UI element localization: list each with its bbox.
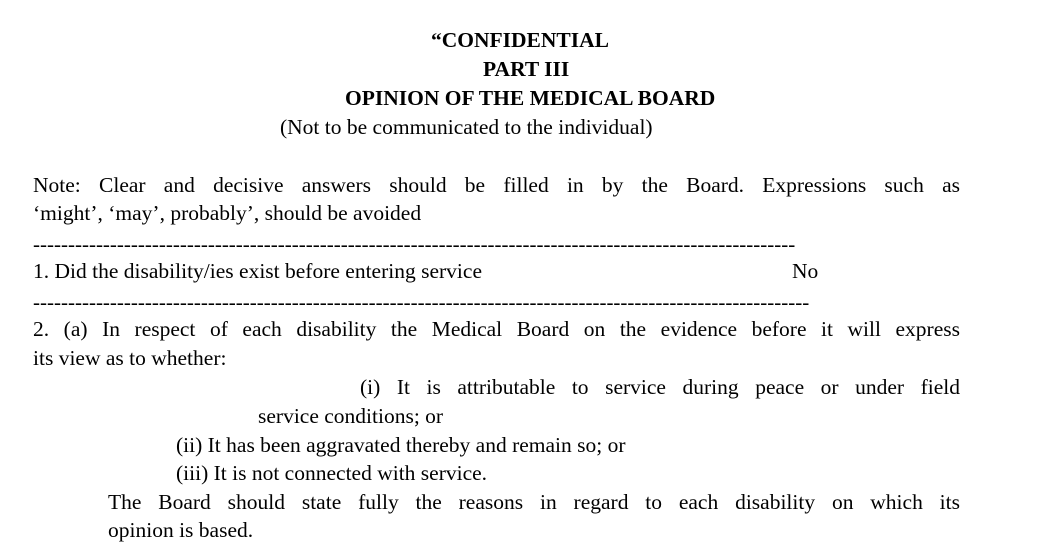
option-iii: (iii) It is not connected with service. [176, 461, 488, 485]
part-label: PART III [483, 57, 570, 81]
reasons-line-1: The Board should state fully the reasons in regard to each disability on which its [108, 490, 960, 514]
question-2-line-1: 2. (a) In respect of each disability the Medical Board on the evidence before it will express [33, 317, 960, 341]
reasons-line-2: opinion is based. [108, 518, 254, 542]
separator-line-2: --------------------------------------------------------------------------------------------------------------- [33, 292, 810, 310]
page-title: OPINION OF THE MEDICAL BOARD [345, 86, 716, 110]
page-subtitle: (Not to be communicated to the individual) [280, 115, 653, 139]
note-line-2: ‘might’, ‘may’, probably’, should be avoided [33, 201, 422, 225]
question-1-text: 1. Did the disability/ies exist before entering service [33, 259, 482, 283]
option-ii: (ii) It has been aggravated thereby and remain so; or [176, 433, 626, 457]
option-i-line-2: service conditions; or [258, 404, 444, 428]
note-line-1: Note: Clear and decisive answers should be filled in by the Board. Expressions such as [33, 173, 960, 197]
separator-line-1: ------------------------------------------------------------------------------------------------------------- [33, 234, 796, 252]
question-2-line-2: its view as to whether: [33, 346, 227, 370]
confidential-label: “CONFIDENTIAL [431, 28, 609, 52]
question-1-answer: No [792, 259, 819, 283]
option-i-line-1: (i) It is attributable to service during peace or under field [360, 375, 960, 399]
